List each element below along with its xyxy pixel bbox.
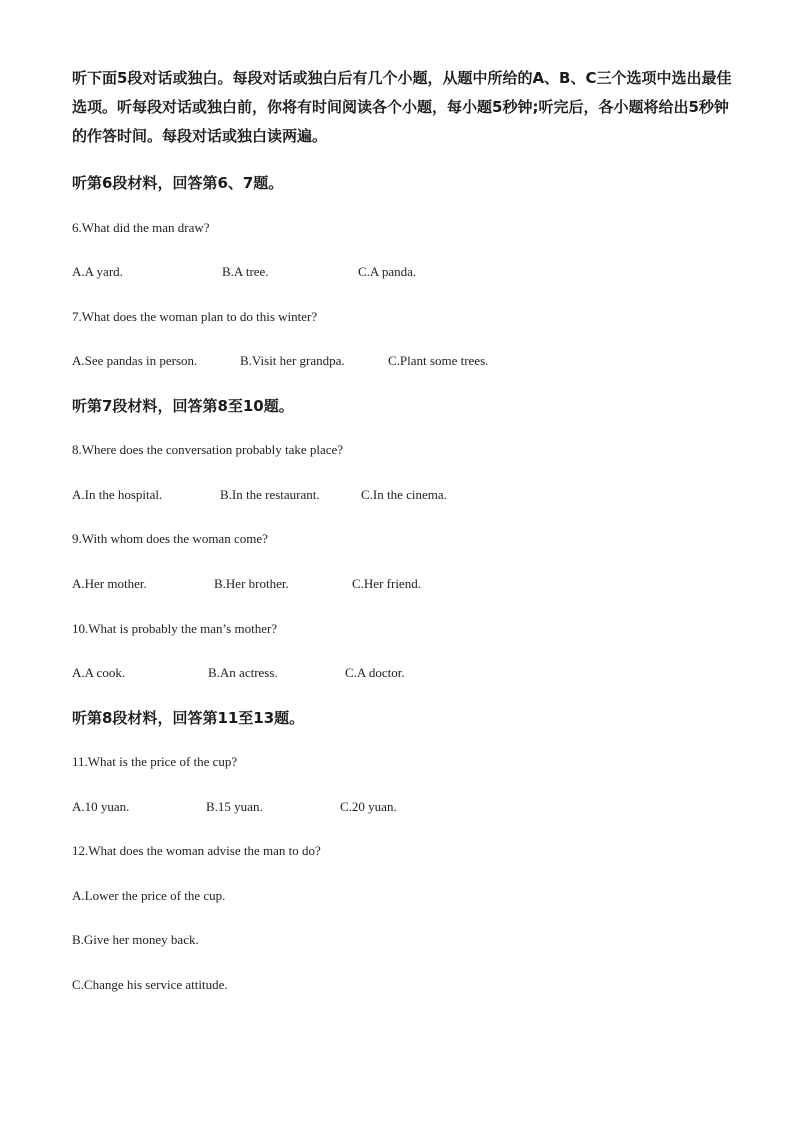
question-6: 6.What did the man draw? [72,220,210,235]
options-7 [72,352,732,370]
option-12-b-row [72,931,732,949]
section-heading-7: 听第7段材料，回答第8至10题。 [72,397,294,415]
option-12-b[interactable]: B.Give her money back. [72,932,199,947]
option-8-a[interactable]: A.In the hospital. [72,487,163,502]
options-8 [72,486,732,504]
question-12: 12.What does the woman advise the man to do? [72,843,321,858]
option-9-c[interactable]: C.Her friend. [352,576,421,591]
option-8-b[interactable]: B.In the restaurant. [220,487,320,502]
option-11-b[interactable]: B.15 yuan. [206,799,263,814]
option-6-a[interactable]: A.A yard. [72,264,123,279]
option-9-b[interactable]: B.Her brother. [214,576,289,591]
option-10-c[interactable]: C.A doctor. [345,665,405,680]
listening-instructions: 听下面5段对话或独白。每段对话或独白后有几个小题，从题中所给的A、B、C三个选项中选出最佳选项。听每段对话或独白前，你将有时间阅读各个小题，每小题5秒钟;听完后，各小题将给出5秒钟的作答时间。每段对话或独白读两遍。 [72,69,732,145]
option-6-b[interactable]: B.A tree. [222,264,269,279]
question-11: 11.What is the price of the cup? [72,754,238,769]
option-12-a-row [72,887,732,905]
option-10-a[interactable]: A.A cook. [72,665,126,680]
options-6 [72,263,732,281]
options-9 [72,575,732,593]
option-12-a[interactable]: A.Lower the price of the cup. [72,888,226,903]
option-11-c[interactable]: C.20 yuan. [340,799,397,814]
option-12-c[interactable]: C.Change his service attitude. [72,977,228,992]
option-7-a[interactable]: A.See pandas in person. [72,353,198,368]
option-9-a[interactable]: A.Her mother. [72,576,147,591]
options-10 [72,664,732,682]
section-heading-6: 听第6段材料，回答第6、7题。 [72,174,284,192]
question-10: 10.What is probably the man’s mother? [72,621,278,636]
option-7-b[interactable]: B.Visit her grandpa. [240,353,345,368]
option-7-c[interactable]: C.Plant some trees. [388,353,489,368]
option-12-c-row [72,976,732,994]
option-6-c[interactable]: C.A panda. [358,264,417,279]
question-9: 9.With whom does the woman come? [72,531,268,546]
options-11 [72,798,732,816]
option-11-a[interactable]: A.10 yuan. [72,799,130,814]
option-10-b[interactable]: B.An actress. [208,665,278,680]
question-7: 7.What does the woman plan to do this winter? [72,309,318,324]
section-heading-8: 听第8段材料，回答第11至13题。 [72,709,305,727]
question-8: 8.Where does the conversation probably take place? [72,442,344,457]
option-8-c[interactable]: C.In the cinema. [361,487,447,502]
